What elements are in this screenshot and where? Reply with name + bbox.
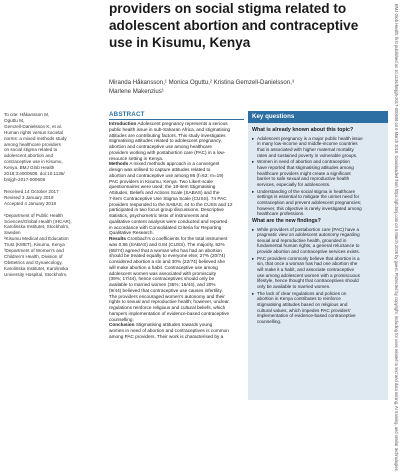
abstract-line: adolescent women was associated with promiscuity [109, 270, 217, 276]
download-notice-strip [392, 0, 400, 472]
key-point-line: in many low-income and middle-income countries [257, 141, 358, 147]
abstract-line: hampers implementation of evidence-based contraceptive [109, 310, 230, 316]
key-point-line: contraception and prevent adolescent pregnancies; [257, 199, 362, 205]
abstract-line: providers working with postabortion care (PAC) in a low- [109, 149, 226, 155]
cite-line: Oguttu M, [4, 117, 25, 123]
abstract-line: abortion and contraceptive use among 86 (f=62; m=19) [109, 172, 224, 178]
cite-line: Human rights versus societal [4, 129, 63, 135]
key-point-line: The lack of clear regulations and policies on [257, 290, 347, 296]
abstract-body [109, 121, 244, 340]
abstract-line: among PAC providers. Their work is characterised by a [109, 333, 224, 339]
abstract-line: Methods A mixed methods approach in a convergent [109, 161, 220, 167]
abstract-line: design was utilised to capture attitudes related to [109, 167, 211, 172]
cite-line: contraceptive use in Kisumu, [4, 159, 63, 165]
key-points-list [252, 136, 386, 217]
author-list [109, 78, 379, 96]
abstract-line: resource setting in Kenya. [109, 155, 164, 161]
key-point-line: pragmatic view on adolescent autonomy regarding [257, 232, 360, 238]
key-point [252, 189, 386, 217]
affiliation-line: Children's Health, Division of [4, 253, 63, 259]
date-line: Revised 3 January 2018 [4, 194, 54, 200]
key-point-line: barrier to safe sexual and reproductive health [257, 176, 350, 182]
bullet-icon: ▸ [252, 226, 255, 232]
key-points-list [252, 227, 386, 325]
key-questions-subheading: What are the new findings? [252, 217, 321, 224]
affiliation-line: Trust (KMET), Kisumu, Kenya [4, 242, 65, 248]
key-questions-box [248, 111, 388, 400]
key-point-line: abortion in Kenya contributes to reinforce [257, 296, 341, 302]
key-point-line: healthcare providers might create a significant [257, 170, 351, 176]
key-point-line: sexual and reproductive health, grounded in [257, 237, 347, 243]
affiliation-line: ³Department of Women's and [4, 248, 64, 254]
bullet-icon: ▸ [252, 290, 255, 296]
key-point [252, 256, 386, 290]
key-point-line: stigmatising attitudes based on religious and [257, 302, 348, 308]
abstract-line: will make abortion a habit. Contraceptive use among [109, 264, 218, 270]
abstract-line: Introduction Adolescent pregnancy represents a serious [109, 121, 228, 126]
key-point-line: have reported that stigmatising attitudes among [257, 164, 354, 170]
key-point-line: that is associated with higher maternal mortality [257, 146, 354, 152]
key-point-line: only be available to married women. [257, 284, 331, 290]
key-point-line: fundamental human rights, a general reluctance to [257, 243, 360, 249]
abstract-line: was 0.86 (SABAS) and 0.84 (CUSS). The majority, 92% [109, 241, 225, 247]
key-point-line: While providers of postabortion care (PAC) have a [257, 226, 360, 232]
abstract-section-label: Introduction [109, 121, 137, 126]
key-point [252, 227, 386, 255]
abstract-line: rights to sexual and reproductive health; however, unclear [109, 299, 229, 305]
abstract-line: (39%; 17/44), hence contraceptives should only be [109, 276, 215, 282]
key-point [252, 291, 386, 325]
title-line: adolescent abortion and contraceptive [109, 18, 359, 33]
key-questions-body [252, 126, 386, 327]
bullet-icon: ▸ [252, 159, 255, 165]
key-point-line: counselling. [257, 319, 282, 324]
abstract-line: qualitative content analysis were conducted and reported [109, 218, 228, 224]
abstract-line: public health issue in sub-Saharan Africa, and stigmatising [109, 126, 231, 132]
abstract-line: counselling. [109, 316, 134, 322]
author-line: Marlene Makenzius¹ [109, 88, 164, 95]
key-point [252, 136, 386, 159]
key-point-line: use among adolescent women with a promiscuous [257, 272, 360, 278]
abstract-line: Results Cronbach's α coefficients for the total instrument [109, 236, 228, 241]
key-point-line: settings is essential to mitigate the unmet need for [257, 194, 360, 200]
abstract-line: (68/74) agreed that a woman who has had an abortion [109, 247, 222, 253]
affiliation-line: Karolinska Institutet, Karolinska [4, 265, 69, 271]
author-affiliations [4, 213, 100, 278]
cite-line: bmjgh-2017-000608 [4, 176, 46, 182]
date-line: Accepted 4 January 2018 [4, 200, 57, 206]
abstract-section-label: Conclusion [109, 322, 135, 328]
article-dates [4, 189, 100, 207]
abstract-line: Qualitative Research. [109, 230, 154, 236]
affiliation-line: ¹Department of Public Health [4, 212, 63, 218]
abstract-line: attitudes are contributing factors. This study investigates [109, 132, 226, 138]
key-point-line: Adolescent pregnancy is a major public health issue [257, 135, 363, 141]
abstract-heading: ABSTRACT [109, 111, 244, 120]
cite-line: adolescent abortion and [4, 153, 54, 159]
cite-line: among healthcare providers [4, 141, 61, 147]
abstract-line: in accordance with Consolidated Criteria for Reporting [109, 224, 222, 230]
abstract-line: stigmatising attitudes related to adolescent pregnancy, [109, 138, 222, 144]
bullet-icon: ▸ [252, 188, 255, 194]
key-point [252, 159, 386, 187]
cite-line: To cite: Håkansson M, [4, 112, 50, 117]
abstract-section-label: Results [109, 236, 126, 241]
date-line: Received 14 October 2017 [4, 188, 59, 194]
affiliation-line: Sciences/Global Health (IHCAR), [4, 218, 72, 224]
title-line: use in Kisumu, Kenya [109, 35, 251, 50]
article-title [109, 0, 379, 51]
abstract-line: should be treated equally to everyone else; 27% (20/74) [109, 253, 226, 259]
abstract-line: regulations reinforce religious and cultural beliefs, which [109, 305, 226, 310]
key-point-line: lifestyle, hence thought that contraceptives should [257, 278, 359, 284]
abstract-section-label: Methods [109, 161, 129, 167]
key-point-line: however, this objective is rarely investigated among [257, 205, 362, 211]
abstract-line: questionnaires were used: the 18-item Stigmatising [109, 184, 216, 190]
abstract-line: women in need of abortion and contraceptives is common [109, 328, 229, 333]
key-point-line: provide abortion and contraceptive services exists. [257, 249, 360, 255]
abstract-line: PAC providers in Kisumu, Kenya. Two Likert-scale [109, 178, 214, 184]
bullet-icon: ▸ [252, 135, 255, 141]
abstract-line: available to married women (36%; 16/44), and 20% [109, 282, 216, 287]
key-point-line: cultural values, which impedes PAC providers' [257, 307, 351, 313]
abstract-line: participated in two focus group discussions. Descriptive [109, 207, 224, 213]
affiliation-line: Obstetrics and Gynaecology, [4, 259, 63, 265]
abstract-line: abortion and contraceptive use among healthcare [109, 144, 212, 149]
key-point-line: implementation of evidence-based contraceptive [257, 313, 356, 319]
how-to-cite [4, 112, 100, 183]
abstract-line: Conclusion Stigmatising attitudes towards young [109, 322, 213, 328]
cite-line: norms: a mixed methods study [4, 135, 67, 141]
abstract-line: (9/44) believed that contraceptive use causes infertility. [109, 287, 223, 293]
cite-line: on social stigma related to [4, 147, 58, 153]
author-line: Miranda Håkansson,¹ Monica Oguttu,² Kristina Gemzell-Danielsson,³ [109, 79, 294, 86]
key-questions-heading: Key questions [248, 111, 388, 123]
key-point-line: Women in need of abortion and contraception [257, 159, 350, 165]
key-questions-subheading: What is already known about this topic? [252, 127, 354, 133]
key-point-line: services, especially for adolescents. [257, 181, 331, 187]
cite-line: Gemzell-Danielsson K, et al. [4, 123, 62, 129]
key-point-line: healthcare professions. [257, 211, 305, 217]
abstract-line: Attitudes, Beliefs and Actions Scale (SABAS) and the [109, 190, 220, 195]
abstract-line: statistics, psychometric tests of instruments and [109, 213, 209, 218]
affiliation-line: University Hospital, Stockholm, [4, 271, 68, 277]
abstract-line: considered abortion a sin and 30% (22/74) believed she [109, 259, 225, 264]
citation-sidebar [4, 112, 100, 284]
title-line: providers on social stigma related to [109, 1, 347, 16]
affiliation-line: Sweden [4, 230, 21, 236]
key-point-line: PAC providers commonly believe that abortion is a [257, 255, 360, 261]
affiliation-line: Karolinska Institutet, Stockholm, [4, 224, 70, 230]
key-point-line: will make it a habit, and associate contraceptive [257, 267, 355, 273]
download-notice-text: BMJ Glob Health: first published as 10.1136/bmjgh-2017-000608 on 6 March 2018. Downloaded from https://gh.bmj.com on 5 March 2026 by guest. Protected by copyright, including for uses related to text and data mining, AI training, and similar technologies. [394, 4, 399, 472]
key-point-line: rates and sustained poverty in vulnerable groups. [257, 152, 358, 158]
cite-line: 2018;3:e000608. doi:10.1136/ [4, 171, 65, 177]
cite-line: Kenya. BMJ Glob Health [4, 165, 55, 171]
abstract-line: 7-item Contraceptive Use Stigma Scale (CUSS). 74 PAC [109, 195, 227, 201]
bullet-icon: ▸ [252, 255, 255, 261]
key-point-line: Understanding of the social stigma in healthcare [257, 188, 356, 194]
key-point-line: sin, that once a woman has had one abortion she [257, 261, 358, 267]
abstract-line: The providers encouraged women's autonomy and their [109, 293, 225, 299]
abstract-line: providers responded to the SABAS, 44 to the CUSS and 12 [109, 201, 233, 207]
affiliation-line: ²Kisumu Medical and Education [4, 236, 69, 242]
